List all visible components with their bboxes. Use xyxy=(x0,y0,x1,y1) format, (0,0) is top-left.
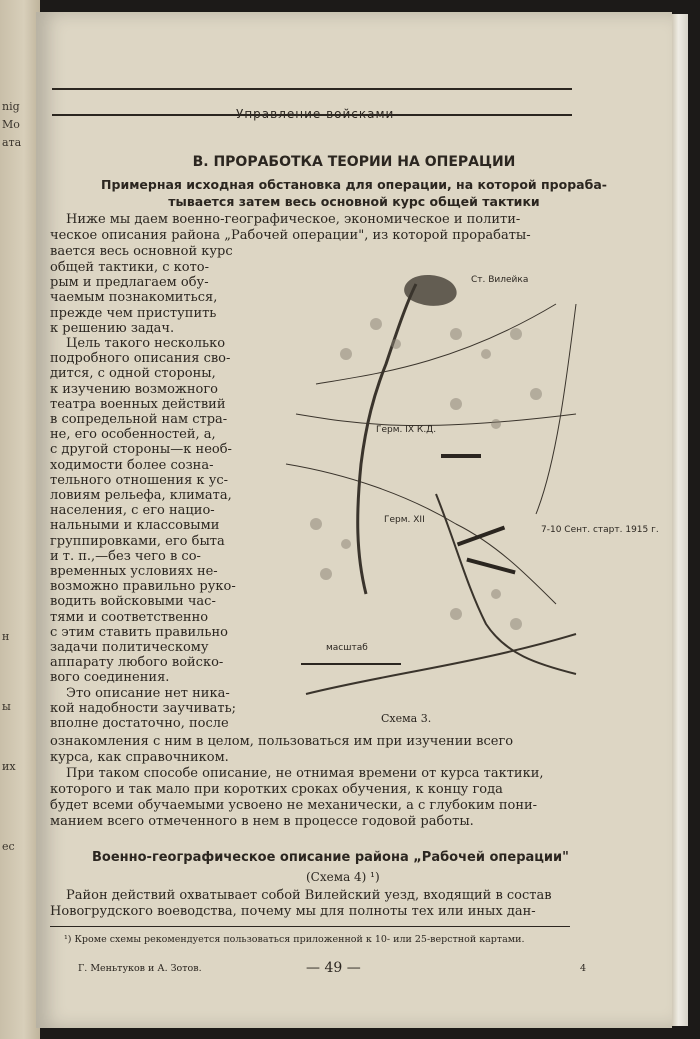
page-stack-edge xyxy=(672,14,688,1026)
column-line: не, его особенностей, а, xyxy=(50,427,216,443)
left-fragment: Мо xyxy=(2,118,20,131)
body-line: При таком способе описание, не отнимая времени от курса тактики, xyxy=(66,766,544,781)
section2-title: Военно-географическое описание района „Рабочей операции" xyxy=(92,850,569,865)
section2-sub: (Схема 4) ¹) xyxy=(306,870,380,884)
column-line: рым и предлагаем обу- xyxy=(50,275,209,291)
left-fragment: nig xyxy=(2,100,20,113)
body-line: ознакомления с ним в целом, пользоваться им при изучении всего xyxy=(50,734,514,749)
column-line: нальными и классовыми xyxy=(50,518,220,534)
column-line: возможно правильно руко- xyxy=(50,579,236,595)
map-label-dates: 7-10 Сент. старт. 1915 г. xyxy=(541,525,659,535)
lake-shape xyxy=(404,275,457,306)
river xyxy=(436,494,576,674)
map-scheme-3 xyxy=(256,264,659,709)
front-line-marker xyxy=(441,454,481,458)
column-line: кой надобности заучивать; xyxy=(50,700,237,716)
left-fragment: ес xyxy=(2,840,15,853)
column-line: прежде чем приступить xyxy=(50,305,217,321)
column-line: временных условиях не- xyxy=(50,564,218,579)
column-line: задачи политическому xyxy=(50,640,209,655)
map-label-scale: масштаб xyxy=(326,643,368,653)
map-label-group1: Герм. IX К.Д. xyxy=(376,425,437,435)
left-page-edge xyxy=(0,0,40,1039)
section2-line: Район действий охватывает собой Вилейский уезд, входящий в состав xyxy=(66,888,552,903)
column-line: общей тактики, с кото- xyxy=(50,260,209,275)
column-line: Это описание нет ника- xyxy=(66,685,230,701)
header-rule-top xyxy=(52,88,572,90)
map-label-vileyka: Ст. Вилейка xyxy=(471,275,529,285)
column-line: дится, с одной стороны, xyxy=(50,366,216,382)
column-line: вого соединения. xyxy=(50,670,170,686)
column-line: с другой стороны—к необ- xyxy=(50,442,232,458)
road xyxy=(536,304,576,514)
left-fragment: н xyxy=(2,630,10,643)
map-label-group2: Герм. XII xyxy=(384,515,425,525)
column-line: чаемым познакомиться, xyxy=(50,290,218,306)
column-line: тельного отношения к ус- xyxy=(50,472,229,488)
road xyxy=(316,304,556,384)
section2-line: Новогрудского воеводства, почему мы для полноты тех или иных дан- xyxy=(50,904,536,919)
book-page xyxy=(36,12,672,1028)
subtitle-line: тывается затем весь основной курс общей тактики xyxy=(168,194,540,209)
footnote: ¹) Кроме схемы рекомендуется пользоваться приложенной к 10- или 25-верстной картами. xyxy=(64,934,525,945)
column-line: и т. п.,—без чего в со- xyxy=(50,548,201,564)
road xyxy=(296,414,576,426)
intro-line: вается весь основной курс xyxy=(50,244,233,259)
subtitle-line: Примерная исходная обстановка для операции, на которой прораба- xyxy=(101,177,607,192)
column-line: в сопредельной нам стра- xyxy=(50,412,228,427)
body-line: курса, как справочником. xyxy=(50,750,229,765)
main-road xyxy=(358,284,416,594)
section-title: В. ПРОРАБОТКА ТЕОРИИ НА ОПЕРАЦИИ xyxy=(192,154,516,170)
map-caption: Схема 3. xyxy=(381,712,432,725)
body-line: манием всего отмеченного в нем в процессе годовой работы. xyxy=(50,814,474,829)
column-line: к решению задач. xyxy=(50,320,175,336)
column-line: подробного описания сво- xyxy=(50,351,231,367)
column-line: к изучению возможного xyxy=(50,381,218,397)
road xyxy=(286,464,556,604)
footnote-rule xyxy=(50,926,570,927)
column-line: ходимости более созна- xyxy=(50,457,214,473)
left-fragment: их xyxy=(2,760,16,773)
column-line: населения, с его нацио- xyxy=(50,503,215,519)
footer-authors: Г. Меньтуков и А. Зотов. xyxy=(78,963,202,974)
column-line: театра военных действий xyxy=(50,396,226,412)
page-number: — 49 — xyxy=(306,960,361,976)
body-line: будет всеми обучаемыми усвоено не механически, а с глубоким пони- xyxy=(50,798,538,813)
column-line: ловиям рельефа, климата, xyxy=(50,488,232,503)
column-line: тями и соответственно xyxy=(50,609,209,625)
column-line: аппарату любого войско- xyxy=(50,655,224,671)
footer-signature: 4 xyxy=(580,963,587,974)
header-rule-bottom xyxy=(52,114,572,116)
column-line: Цель такого несколько xyxy=(66,336,226,351)
intro-line: ческое описания района „Рабочей операции", из которой прорабаты- xyxy=(50,228,531,243)
column-line: группировками, его быта xyxy=(50,533,225,549)
left-fragment: ы xyxy=(2,700,11,713)
intro-line: Ниже мы даем военно-географическое, экономическое и полити- xyxy=(66,212,521,227)
column-line: вполне достаточно, после xyxy=(50,716,229,731)
front-line-marker xyxy=(466,558,515,575)
column-line: водить войсковыми час- xyxy=(50,594,216,610)
body-line: которого и так мало при коротких сроках обучения, к концу года xyxy=(50,782,503,797)
column-line: с этим ставить правильно xyxy=(50,624,228,640)
left-fragment: ата xyxy=(2,136,22,149)
forest-hatching xyxy=(310,318,542,630)
